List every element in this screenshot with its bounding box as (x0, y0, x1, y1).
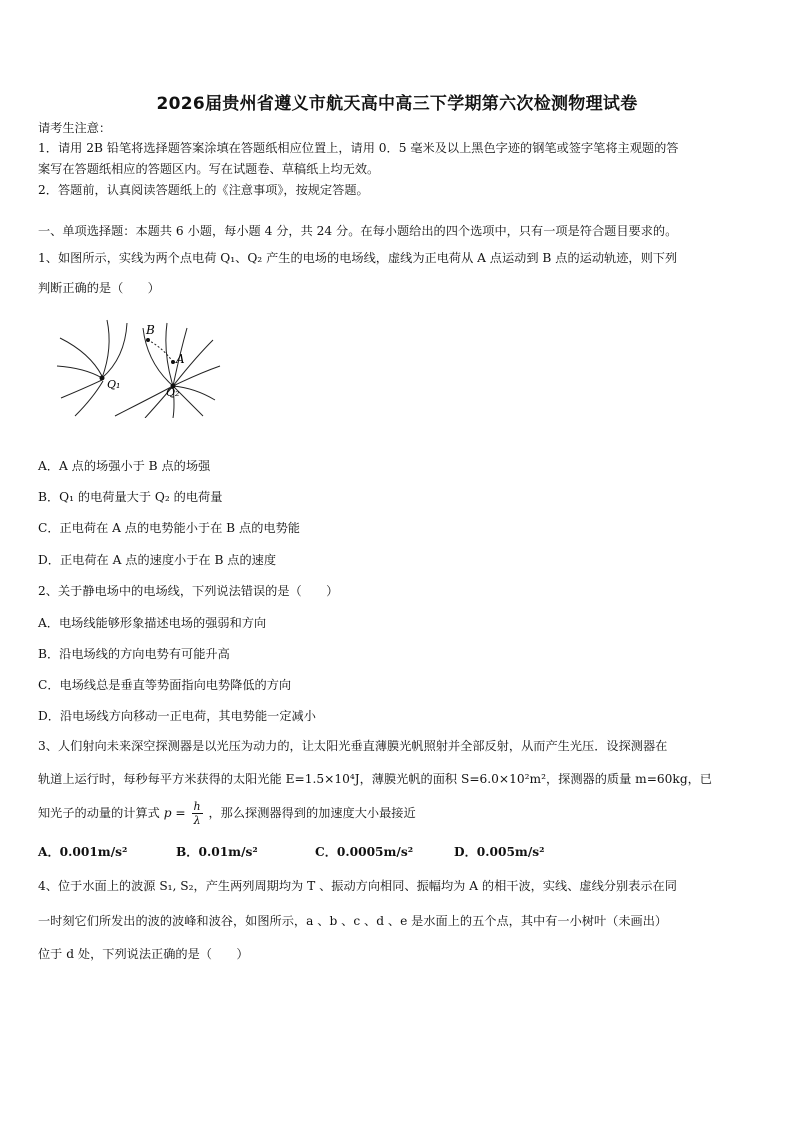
q3-stem-c (38, 799, 758, 827)
label-a: A (176, 352, 185, 366)
q2-option-b[interactable]: B．沿电场线的方向电势有可能升高 (38, 647, 230, 661)
notice-item-1b: 案写在答题纸相应的答题区内。写在试题卷、草稿纸上均无效。 (38, 162, 380, 176)
label-q1: Q₁ (107, 378, 121, 391)
section-heading: 一、单项选择题：本题共 6 小题，每小题 4 分，共 24 分。在每小题给出的四个选项中，只有一项是符合题目要求的。 (38, 224, 678, 238)
point-b (146, 338, 150, 342)
q1-option-a[interactable]: A．A 点的场强小于 B 点的场强 (38, 459, 211, 473)
q2-stem: 2、关于静电场中的电场线，下列说法错误的是（ ） (38, 584, 339, 598)
field-line (102, 320, 109, 378)
charge-q1 (100, 376, 105, 381)
q3-option-a[interactable]: A．0.001m/s² (38, 845, 128, 859)
q4-stem-a: 4、位于水面上的波源 S₁, S₂，产生两列周期均为 T 、振动方向相同、振幅均为 A 的相干波，实线、虚线分别表示在同 (38, 879, 677, 893)
q1-option-b[interactable]: B．Q₁ 的电荷量大于 Q₂ 的电荷量 (38, 490, 223, 504)
q3-stem-a: 3、人们射向未来深空探测器是以光压为动力的，让太阳光垂直薄膜光帆照射并全部反射，从而产生光压．设探测器在 (38, 739, 668, 753)
field-line (60, 338, 102, 376)
q2-option-d[interactable]: D．沿电场线方向移动一正电荷，其电势能一定减小 (38, 709, 316, 723)
q2-option-c[interactable]: C．电场线总是垂直等势面指向电势降低的方向 (38, 678, 292, 692)
q4-stem-b: 一时刻它们所发出的波的波峰和波谷，如图所示，a 、b 、c 、d 、e 是水面上的五个点，其中有一小树叶（未画出） (38, 914, 668, 928)
momentum-formula-lhs: p = (163, 806, 186, 820)
q3-stem-b: 轨道上运行时，每秒每平方米获得的太阳光能 E=1.5×10⁴J，薄膜光帆的面积 S=6.0×10²m²，探测器的质量 m=60kg，已 (38, 772, 712, 786)
q3-option-b[interactable]: B．0.01m/s² (176, 845, 258, 859)
q3-option-c[interactable]: C．0.0005m/s² (315, 845, 414, 859)
field-line (115, 386, 173, 416)
field-line (61, 380, 102, 398)
q1-option-d[interactable]: D．正电荷在 A 点的速度小于在 B 点的速度 (38, 553, 277, 567)
q4-stem-c: 位于 d 处，下列说法正确的是（ ） (38, 947, 249, 961)
label-q2: Q₂ (166, 386, 180, 399)
notice-item-2: 2．答题前，认真阅读答题纸上的《注意事项》，按规定答题。 (38, 183, 369, 197)
formula-denominator: λ (193, 814, 201, 827)
label-b: B (146, 323, 155, 337)
momentum-formula (192, 800, 203, 827)
q1-option-c[interactable]: C．正电荷在 A 点的电势能小于在 B 点的电势能 (38, 521, 300, 535)
q2-option-a[interactable]: A．电场线能够形象描述电场的强弱和方向 (38, 616, 267, 630)
field-line (102, 323, 127, 378)
q1-stem-b: 判断正确的是（ ） (38, 281, 160, 295)
q1-stem-a: 1、如图所示，实线为两个点电荷 Q₁、Q₂ 产生的电场的电场线，虚线为正电荷从 A 点运动到 B 点的运动轨迹，则下列 (38, 251, 678, 265)
formula-numerator: h (193, 800, 201, 813)
q3-stem-c-post: ，那么探测器得到的加速度大小最接近 (208, 806, 416, 820)
notice-heading: 请考生注意： (38, 121, 112, 135)
q3-stem-c-pre: 知光子的动量的计算式 (38, 806, 160, 820)
page-title: 2026届贵州省遵义市航天高中高三下学期第六次检测物理试卷 (156, 94, 638, 114)
field-line (173, 366, 220, 386)
notice-item-1a: 1．请用 2B 铅笔将选择题答案涂填在答题纸相应位置上，请用 0．5 毫米及以上黑色字迹的钢笔或签字笔将主观题的答 (38, 141, 679, 155)
point-a (171, 360, 175, 364)
field-line (57, 366, 102, 378)
electric-field-diagram (55, 318, 225, 418)
q3-option-d[interactable]: D．0.005m/s² (454, 845, 545, 859)
